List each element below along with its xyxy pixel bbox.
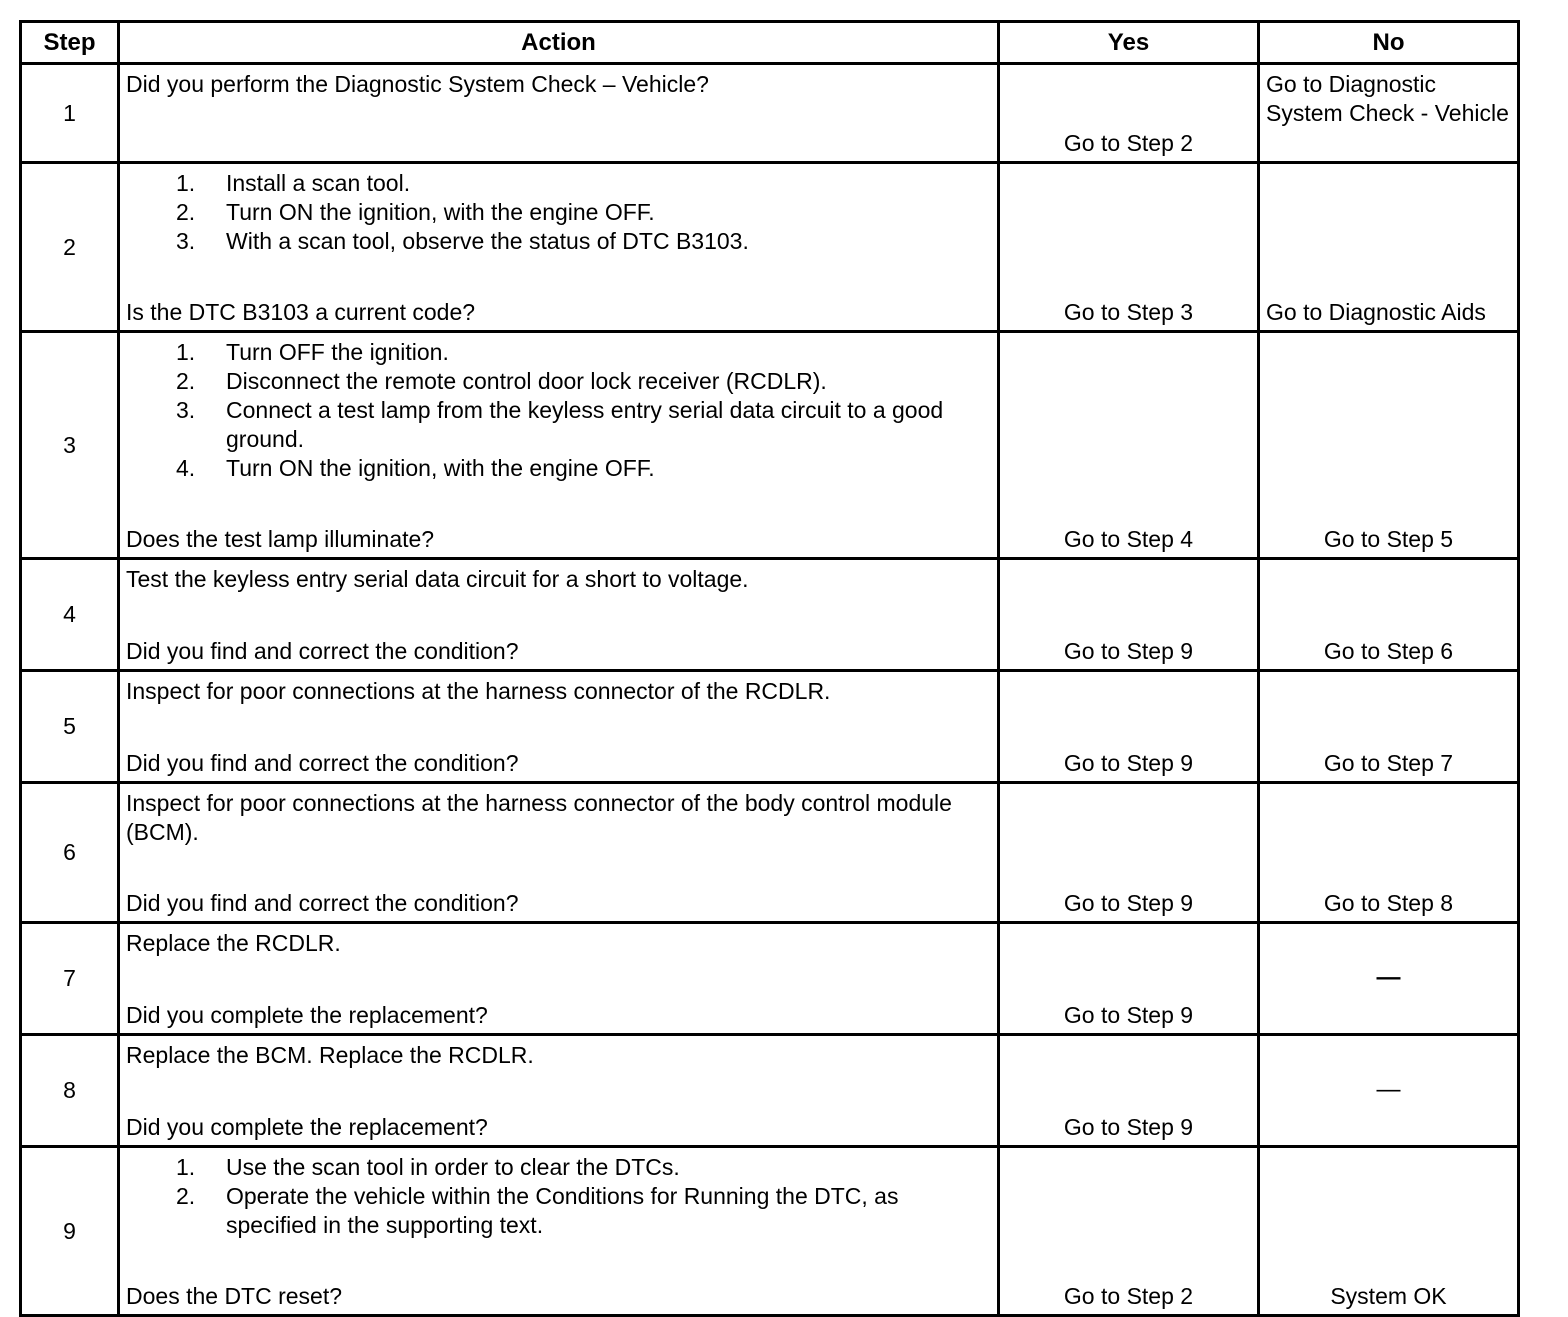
- step-number: 2: [21, 163, 119, 332]
- dash-mark: —: [1376, 963, 1401, 991]
- header-action: Action: [119, 22, 999, 64]
- yes-result: Go to Step 9: [999, 783, 1259, 923]
- no-result: System OK: [1259, 1147, 1519, 1316]
- list-item: 2. Disconnect the remote control door lock receiver (RCDLR).: [176, 368, 827, 394]
- question-text: Did you find and correct the condition?: [126, 750, 519, 776]
- header-row: [21, 22, 1519, 64]
- action-cell: [119, 923, 999, 1035]
- no-result: [1259, 1035, 1519, 1147]
- list-item: 3. Connect a test lamp from the keyless entry serial data circuit to a good ground.: [176, 397, 944, 452]
- action-text: Inspect for poor connections at the harness connector of the body control module (BCM).: [126, 790, 952, 845]
- table-row: [21, 64, 1519, 163]
- step-number: 7: [21, 923, 119, 1035]
- action-cell: [119, 559, 999, 671]
- header-step: Step: [21, 22, 119, 64]
- yes-result: Go to Step 9: [999, 1035, 1259, 1147]
- table-row: [21, 923, 1519, 1035]
- no-result: Go to Diagnostic Aids: [1259, 163, 1519, 332]
- action-text: Replace the BCM. Replace the RCDLR.: [126, 1042, 534, 1068]
- no-result: Go to Step 8: [1259, 783, 1519, 923]
- question-text: Did you find and correct the condition?: [126, 890, 519, 916]
- no-result: Go to Step 5: [1259, 332, 1519, 559]
- step-number: 3: [21, 332, 119, 559]
- header-no: No: [1259, 22, 1519, 64]
- list-item: 4. Turn ON the ignition, with the engine OFF.: [176, 455, 655, 481]
- no-result: Go to Diagnostic System Check - Vehicle: [1259, 64, 1519, 163]
- question-text: Is the DTC B3103 a current code?: [126, 299, 476, 325]
- action-cell: [119, 671, 999, 783]
- yes-result: Go to Step 2: [999, 64, 1259, 163]
- step-number: 1: [21, 64, 119, 163]
- action-cell: [119, 163, 999, 332]
- action-cell: [119, 64, 999, 163]
- no-result: Go to Step 7: [1259, 671, 1519, 783]
- list-item: 1. Install a scan tool.: [176, 170, 411, 196]
- action-text: Replace the RCDLR.: [126, 930, 341, 956]
- action-steps: [126, 169, 991, 256]
- question-text: Does the test lamp illuminate?: [126, 526, 435, 552]
- diagnostic-table: [19, 20, 1520, 1317]
- table-row: [21, 1147, 1519, 1316]
- dash-mark: —: [1376, 1075, 1401, 1103]
- action-cell: [119, 332, 999, 559]
- action-cell: [119, 1147, 999, 1316]
- question-text: Did you complete the replacement?: [126, 1114, 488, 1140]
- action-text: Test the keyless entry serial data circuit for a short to voltage.: [126, 566, 749, 592]
- step-number: 9: [21, 1147, 119, 1316]
- no-result: [1259, 923, 1519, 1035]
- step-number: 5: [21, 671, 119, 783]
- table-row: [21, 332, 1519, 559]
- yes-result: Go to Step 4: [999, 332, 1259, 559]
- action-steps: [126, 1153, 991, 1240]
- yes-result: Go to Step 9: [999, 923, 1259, 1035]
- table-row: [21, 163, 1519, 332]
- step-number: 4: [21, 559, 119, 671]
- list-item: 2. Turn ON the ignition, with the engine OFF.: [176, 199, 655, 225]
- table-row: [21, 783, 1519, 923]
- yes-result: Go to Step 3: [999, 163, 1259, 332]
- table-row: [21, 671, 1519, 783]
- yes-result: Go to Step 2: [999, 1147, 1259, 1316]
- action-text: Did you perform the Diagnostic System Check – Vehicle?: [126, 71, 709, 97]
- list-item: 3. With a scan tool, observe the status of DTC B3103.: [176, 228, 749, 254]
- question-text: Did you complete the replacement?: [126, 1002, 488, 1028]
- yes-result: Go to Step 9: [999, 671, 1259, 783]
- list-item: 1. Turn OFF the ignition.: [176, 339, 449, 365]
- step-number: 8: [21, 1035, 119, 1147]
- action-steps: [126, 338, 991, 483]
- list-item: 1. Use the scan tool in order to clear the DTCs.: [176, 1154, 680, 1180]
- question-text: Did you find and correct the condition?: [126, 638, 519, 664]
- action-text: Inspect for poor connections at the harness connector of the RCDLR.: [126, 678, 831, 704]
- table-row: [21, 1035, 1519, 1147]
- action-cell: [119, 783, 999, 923]
- step-number: 6: [21, 783, 119, 923]
- list-item: 2. Operate the vehicle within the Conditions for Running the DTC, as specified in the supporting text.: [176, 1183, 899, 1238]
- action-cell: [119, 1035, 999, 1147]
- yes-result: Go to Step 9: [999, 559, 1259, 671]
- no-result: Go to Step 6: [1259, 559, 1519, 671]
- question-text: Does the DTC reset?: [126, 1283, 343, 1309]
- table-row: [21, 559, 1519, 671]
- header-yes: Yes: [999, 22, 1259, 64]
